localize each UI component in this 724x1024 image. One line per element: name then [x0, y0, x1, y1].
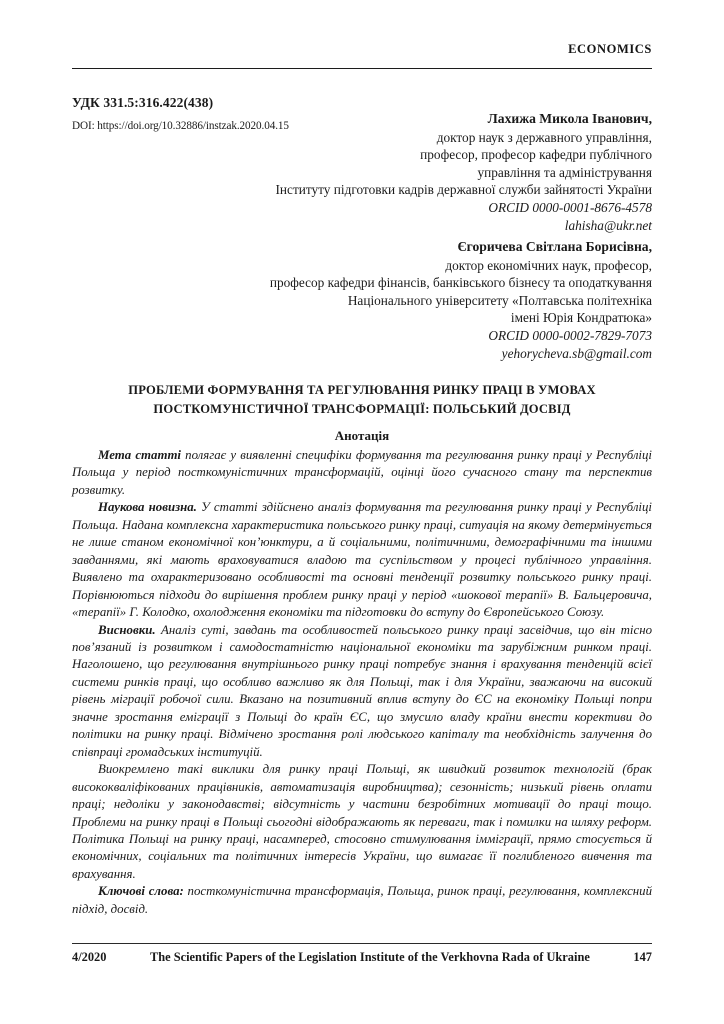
paragraph-text: У статті здійснено аналіз формування та регулювання ринку праці у Республіці Польща. Надана комплексна характеристика польського ринку праці, ситуація на якому детермінується не лише станом економічної кон’юнктури, а й соціальними, політичними, демографічними та іншими завданнями, які мають враховуватися владою та суспільством у процесі публічного управління. Виявлено та охарактеризовано особливості та основні тенденції розвитку польського ринку праці. Порівнюються підходи до вирішення проблем ринку праці у період «шокової терапії» В. Бальцеровича, «терапії» Г. Колодко, охолодження економіки та підготовки до вступу до Європейського Союзу. [72, 500, 652, 620]
author-name: Єгоричева Світлана Борисівна, [457, 239, 652, 254]
article-title [86, 381, 638, 419]
author-affiliation-line: Інституту підготовки кадрів державної служби зайнятості України [275, 182, 652, 198]
abstract-body [72, 447, 652, 918]
footer-rule [72, 943, 652, 944]
author-email[interactable]: yehorycheva.sb@gmail.com [501, 345, 652, 361]
udc-code: УДК 331.5:316.422(438) [72, 95, 214, 110]
page-footer [72, 950, 652, 965]
footer-page-number: 147 [633, 950, 652, 964]
author-email[interactable]: lahisha@ukr.net [564, 217, 652, 233]
paragraph-lead: Наукова новизна. [98, 500, 197, 515]
author-name: Лахижа Микола Іванович, [487, 111, 652, 126]
footer-issue: 4/2020 [72, 950, 107, 964]
abstract-paragraph [72, 883, 652, 918]
abstract-paragraph [72, 499, 652, 621]
abstract-paragraph [72, 447, 652, 499]
author-block-2 [146, 238, 652, 362]
paragraph-text: посткомуністична трансформація, Польща, ринок праці, регулювання, комплексний підхід, досвід. [72, 884, 652, 916]
author-affiliation-line: доктор економічних наук, професор, [445, 257, 652, 273]
author-orcid[interactable]: ORCID 0000-0002-7829-7073 [488, 327, 652, 343]
author-affiliation-line: професор, професор кафедри публічного [420, 147, 652, 163]
doi-link[interactable]: DOI: https://doi.org/10.32886/instzak.2020.04.15 [72, 120, 289, 132]
author-affiliation-line: управління та адміністрування [477, 164, 652, 180]
running-head: ECONOMICS [568, 42, 652, 56]
abstract-paragraph [72, 622, 652, 762]
paragraph-lead: Висновки. [98, 622, 156, 637]
author-affiliation-line: доктор наук з державного управління, [436, 129, 652, 145]
footer-journal-title: The Scientific Papers of the Legislation Institute of the Verkhovna Rada of Ukraine [149, 950, 590, 964]
paragraph-text: Виокремлено такі виклики для ринку праці Польщі, як швидкий розвиток технологій (брак висококваліфікованих працівників, автоматизація виробництва); сезонність; низький рівень оплати праці; недоліки у законодавстві; відсутність у частини безробітних мотивації до праці тощо. Проблеми на ринку праці в Польщі сьогодні відображають як переваги, так і помилки на шляху реформ. Політика Польщі на ринку праці, насамперед, стосовно стимулювання імміграції, прямо стосується й економічних, соціальних та політичних інтересів України, що вимагає її поглибленого вивчення та врахування. [72, 762, 652, 881]
author-affiliation-line: професор кафедри фінансів, банківського бізнесу та оподаткування [269, 275, 652, 291]
paragraph-lead: Ключові слова: [98, 884, 184, 899]
article-title-line: ПОСТКОМУНІСТИЧНОЇ ТРАНСФОРМАЦІЇ: ПОЛЬСЬКИЙ ДОСВІД [153, 402, 571, 416]
header-rule [72, 68, 652, 69]
paragraph-text: Аналіз суті, завдань та особливостей польського ринку праці засвідчив, що він тісно пов’язаний із розвитком і самодостатністю національної економіки та зарубіжним ринком праці. Наголошено, що регулювання внутрішнього ринку праці потребує знання і врахування тенденцій всієї системи ринків праці, що особливо важливо як для Польщі, так і для України, зважаючи на високий рівень міграції робочої сили. Вказано на позитивний вплив вступу до ЄС на економіку Польщі попри значне зростання еміграції з Польщі до країн ЄС, що змусило владу країни внести корективи до політики на ринку праці. Відмічено зростання ролі людського капіталу та необхідність залучення до співпраці громадських інституцій. [72, 622, 652, 759]
paragraph-text: полягає у виявленні специфіки формування та регулювання ринку праці у Республіці Польща у період посткомуністичних трансформацій, оцінці його сучасного стану та перспектив розвитку. [72, 448, 652, 497]
author-block-1 [146, 110, 652, 234]
abstract-paragraph [72, 761, 652, 883]
article-title-line: ПРОБЛЕМИ ФОРМУВАННЯ ТА РЕГУЛЮВАННЯ РИНКУ ПРАЦІ В УМОВАХ [128, 383, 596, 397]
abstract-heading: Анотація [334, 428, 390, 443]
author-affiliation-line: Національного університету «Полтавська політехніка [347, 292, 652, 308]
author-orcid[interactable]: ORCID 0000-0001-8676-4578 [488, 199, 652, 215]
paragraph-lead: Мета статті [98, 448, 181, 462]
author-affiliation-line: імені Юрія Кондратюка» [510, 310, 652, 326]
